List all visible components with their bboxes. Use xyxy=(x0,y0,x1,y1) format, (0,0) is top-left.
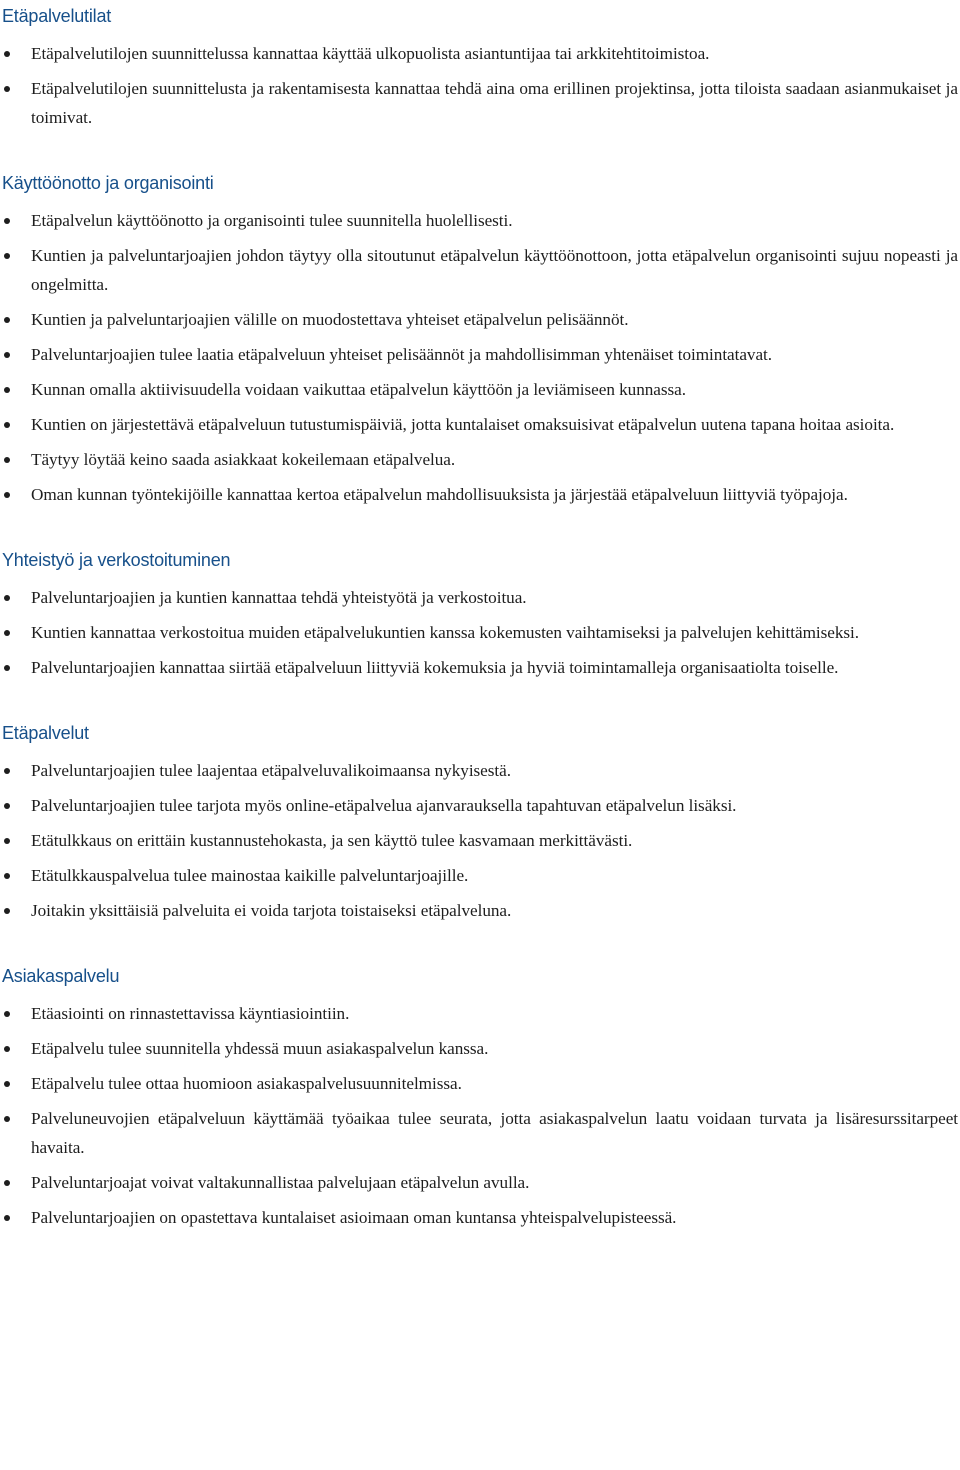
list-item-text: Kuntien kannattaa verkostoitua muiden etäpalvelukuntien kanssa kokemusten vaihtamiseksi ja palvelujen kehittämiseksi. xyxy=(31,623,860,642)
bullet-icon xyxy=(4,1046,10,1052)
bullet-icon xyxy=(4,873,10,879)
bullet-icon xyxy=(4,422,10,428)
list-item xyxy=(2,756,958,785)
list-item xyxy=(2,618,958,647)
list-item xyxy=(2,39,958,68)
list-item xyxy=(2,445,958,474)
list-item-text: Palveluntarjoajien tulee laajentaa etäpalveluvalikoimaansa nykyisestä. xyxy=(31,761,511,780)
list-item-text: Palveluntarjoajien tulee laatia etäpalveluun yhteiset pelisäännöt ja mahdollisimman yhtenäiset toimintatavat. xyxy=(31,345,773,364)
list-item xyxy=(2,1034,958,1063)
list-item xyxy=(2,74,958,132)
list-item xyxy=(2,653,958,682)
bullet-icon xyxy=(4,665,10,671)
list-item-text: Etäpalvelutilojen suunnittelusta ja rakentamisesta kannattaa tehdä aina oma erillinen projektinsa, jotta tiloista saadaan asianmukaiset ja toimivat. xyxy=(31,79,958,127)
list-item-text: Palveluneuvojien etäpalveluun käyttämää työaikaa tulee seurata, jotta asiakaspalvelun laatu voidaan turvata ja lisäresurssitarpeet havaita. xyxy=(31,1109,958,1157)
list-item xyxy=(2,896,958,925)
list-item xyxy=(2,1104,958,1162)
section-asiakaspalvelu xyxy=(2,964,958,1232)
list-item-text: Etäasiointi on rinnastettavissa käyntiasiointiin. xyxy=(31,1004,350,1023)
bullet-icon xyxy=(4,51,10,57)
list-item xyxy=(2,375,958,404)
list-item xyxy=(2,999,958,1028)
section-heading: Asiakaspalvelu xyxy=(2,966,120,986)
list-item xyxy=(2,1203,958,1232)
bullet-list xyxy=(2,39,958,132)
bullet-icon xyxy=(4,768,10,774)
bullet-icon xyxy=(4,1081,10,1087)
section-heading: Etäpalvelutilat xyxy=(2,6,112,26)
bullet-icon xyxy=(4,317,10,323)
list-item-text: Palveluntarjoajien on opastettava kuntalaiset asioimaan oman kuntansa yhteispalvelupisteessä. xyxy=(31,1208,677,1227)
list-item-text: Etäpalvelun käyttöönotto ja organisointi tulee suunnitella huolellisesti. xyxy=(31,211,513,230)
list-item-text: Kuntien on järjestettävä etäpalveluun tutustumispäiviä, jotta kuntalaiset omaksuisivat etäpalvelun uutena tapana hoitaa asioita. xyxy=(31,415,895,434)
bullet-list xyxy=(2,756,958,925)
list-item-text: Kuntien ja palveluntarjoajien välille on muodostettava yhteiset etäpalvelun pelisäännöt. xyxy=(31,310,629,329)
bullet-icon xyxy=(4,1116,10,1122)
list-item-text: Palveluntarjoajien tulee tarjota myös online-etäpalvelua ajanvarauksella tapahtuvan etäpalvelun lisäksi. xyxy=(31,796,737,815)
bullet-list xyxy=(2,206,958,509)
bullet-icon xyxy=(4,218,10,224)
section-etapalvelut xyxy=(2,721,958,925)
list-item xyxy=(2,791,958,820)
list-item xyxy=(2,826,958,855)
bullet-icon xyxy=(4,253,10,259)
bullet-icon xyxy=(4,838,10,844)
list-item xyxy=(2,1069,958,1098)
bullet-icon xyxy=(4,86,10,92)
section-kayttoonotto-ja-organisointi xyxy=(2,171,958,509)
list-item xyxy=(2,340,958,369)
bullet-icon xyxy=(4,387,10,393)
list-item xyxy=(2,206,958,235)
list-item-text: Etäpalvelu tulee suunnitella yhdessä muun asiakaspalvelun kanssa. xyxy=(31,1039,489,1058)
bullet-list xyxy=(2,583,958,682)
section-yhteistyo-ja-verkostoituminen xyxy=(2,548,958,682)
section-etapalvelutilat xyxy=(2,4,958,132)
list-item-text: Täytyy löytää keino saada asiakkaat kokeilemaan etäpalvelua. xyxy=(31,450,456,469)
bullet-list xyxy=(2,999,958,1232)
bullet-icon xyxy=(4,352,10,358)
bullet-icon xyxy=(4,803,10,809)
list-item-text: Joitakin yksittäisiä palveluita ei voida tarjota toistaiseksi etäpalveluna. xyxy=(31,901,512,920)
list-item xyxy=(2,861,958,890)
list-item xyxy=(2,480,958,509)
list-item xyxy=(2,241,958,299)
list-item xyxy=(2,305,958,334)
list-item-text: Etätulkkaus on erittäin kustannustehokasta, ja sen käyttö tulee kasvamaan merkittävästi. xyxy=(31,831,633,850)
list-item-text: Oman kunnan työntekijöille kannattaa kertoa etäpalvelun mahdollisuuksista ja järjestää etäpalveluun liittyviä työpajoja. xyxy=(31,485,848,504)
bullet-icon xyxy=(4,595,10,601)
section-heading: Yhteistyö ja verkostoituminen xyxy=(2,550,231,570)
bullet-icon xyxy=(4,1011,10,1017)
list-item-text: Etätulkkauspalvelua tulee mainostaa kaikille palveluntarjoajille. xyxy=(31,866,469,885)
section-heading: Käyttöönotto ja organisointi xyxy=(2,173,214,193)
bullet-icon xyxy=(4,908,10,914)
bullet-icon xyxy=(4,1180,10,1186)
list-item-text: Etäpalvelutilojen suunnittelussa kannattaa käyttää ulkopuolista asiantuntijaa tai arkkitehtitoimistoa. xyxy=(31,44,710,63)
list-item xyxy=(2,583,958,612)
list-item-text: Palveluntarjoajien ja kuntien kannattaa tehdä yhteistyötä ja verkostoitua. xyxy=(31,588,527,607)
list-item xyxy=(2,410,958,439)
bullet-icon xyxy=(4,457,10,463)
section-heading: Etäpalvelut xyxy=(2,723,89,743)
list-item-text: Etäpalvelu tulee ottaa huomioon asiakaspalvelusuunnitelmissa. xyxy=(31,1074,462,1093)
bullet-icon xyxy=(4,492,10,498)
bullet-icon xyxy=(4,630,10,636)
list-item-text: Kunnan omalla aktiivisuudella voidaan vaikuttaa etäpalvelun käyttöön ja leviämiseen kunnassa. xyxy=(31,380,686,399)
list-item-text: Palveluntarjoajat voivat valtakunnallistaa palvelujaan etäpalvelun avulla. xyxy=(31,1173,530,1192)
list-item xyxy=(2,1168,958,1197)
list-item-text: Kuntien ja palveluntarjoajien johdon täytyy olla sitoutunut etäpalvelun käyttöönottoon, jotta etäpalvelun organisointi sujuu nopeasti ja ongelmitta. xyxy=(31,246,958,294)
list-item-text: Palveluntarjoajien kannattaa siirtää etäpalveluun liittyviä kokemuksia ja hyviä toimintamalleja organisaatiolta toiselle. xyxy=(31,658,839,677)
bullet-icon xyxy=(4,1215,10,1221)
